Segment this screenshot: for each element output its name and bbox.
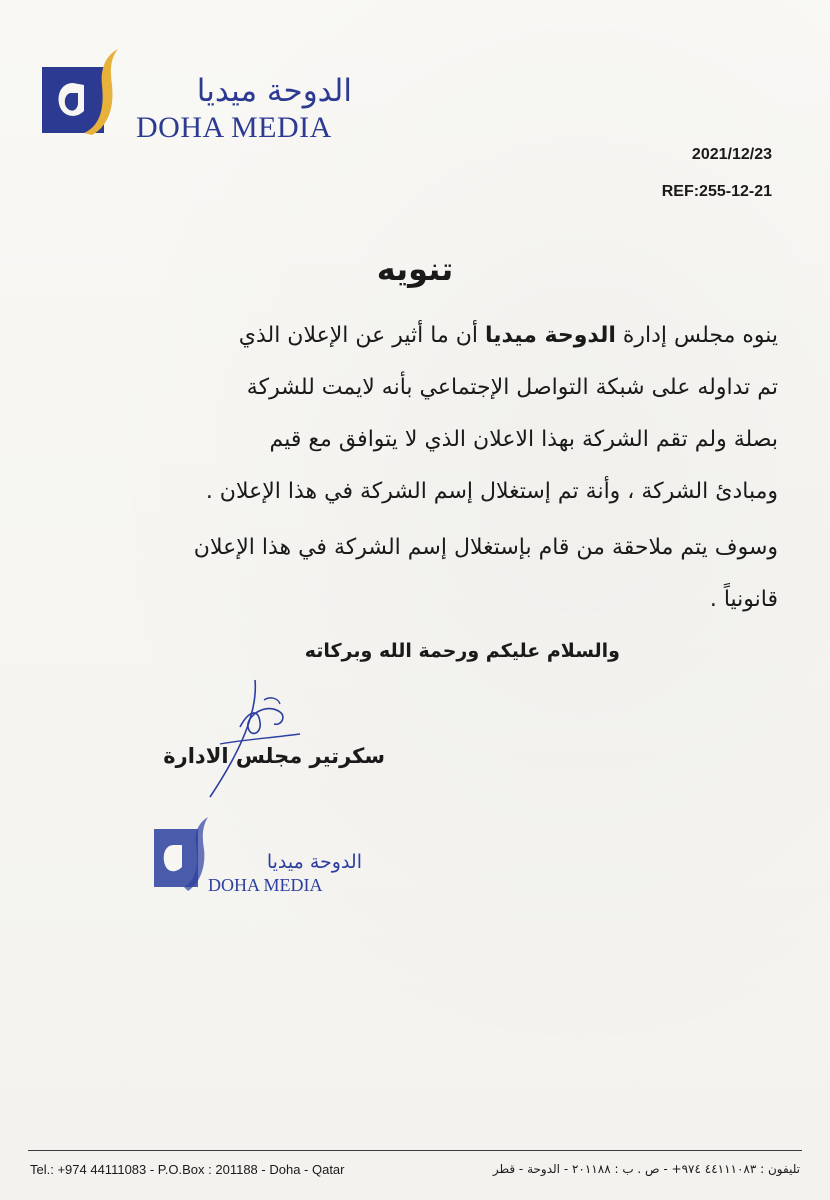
letter-title: تنويه (376, 250, 454, 288)
paragraph-line: تم تداوله على شبكة التواصل الإجتماعي بأنه لايمت للشركة (246, 375, 778, 400)
company-name: الدوحة ميديا (485, 323, 616, 348)
footer-divider (28, 1150, 802, 1151)
letter-date: 2021/12/23 (691, 146, 772, 163)
logo-arabic-text: الدوحة ميديا (196, 73, 352, 109)
paragraph-line: بصلة ولم تقم الشركة بهذا الاعلان الذي لا يتوافق مع قيم (269, 427, 778, 452)
company-stamp (150, 815, 380, 905)
paragraph-line: قانونياً . (709, 587, 778, 612)
line-text: ينوه مجلس إدارة (615, 323, 778, 348)
logo-english-text: DOHA MEDIA (136, 111, 332, 144)
doha-media-logo (40, 45, 352, 145)
reference-number: REF:255-12-21 (661, 183, 772, 200)
footer-contact-english: Tel.: +974 44111083 - P.O.Box : 201188 - Doha - Qatar (30, 1162, 345, 1177)
announcement-paragraph (110, 310, 778, 518)
signature-icon (200, 672, 310, 802)
paragraph-line (110, 310, 778, 362)
paragraph-line: ومبادئ الشركة ، وأنة تم إستغلال إسم الشركة في هذا الإعلان . (205, 479, 778, 504)
stamp-english-text: DOHA MEDIA (208, 875, 323, 895)
stamp-logo-icon (150, 815, 210, 895)
stamp-arabic-text: الدوحة ميديا (266, 851, 362, 873)
signatory-title: سكرتير مجلس الادارة (163, 744, 385, 768)
line-text: أن ما أثير عن الإعلان الذي (238, 323, 485, 348)
footer-contact-arabic: تليفون : ٤٤١١١٠٨٣ ٩٧٤+ - ص . ب : ٢٠١١٨٨ - الدوحة - قطر (492, 1162, 800, 1176)
logo-mark-icon (40, 45, 140, 145)
legal-action-paragraph (110, 522, 778, 626)
paragraph-line: وسوف يتم ملاحقة من قام بإستغلال إسم الشركة في هذا الإعلان (193, 535, 778, 560)
closing-greeting: والسلام عليكم ورحمة الله وبركاته (304, 640, 620, 662)
